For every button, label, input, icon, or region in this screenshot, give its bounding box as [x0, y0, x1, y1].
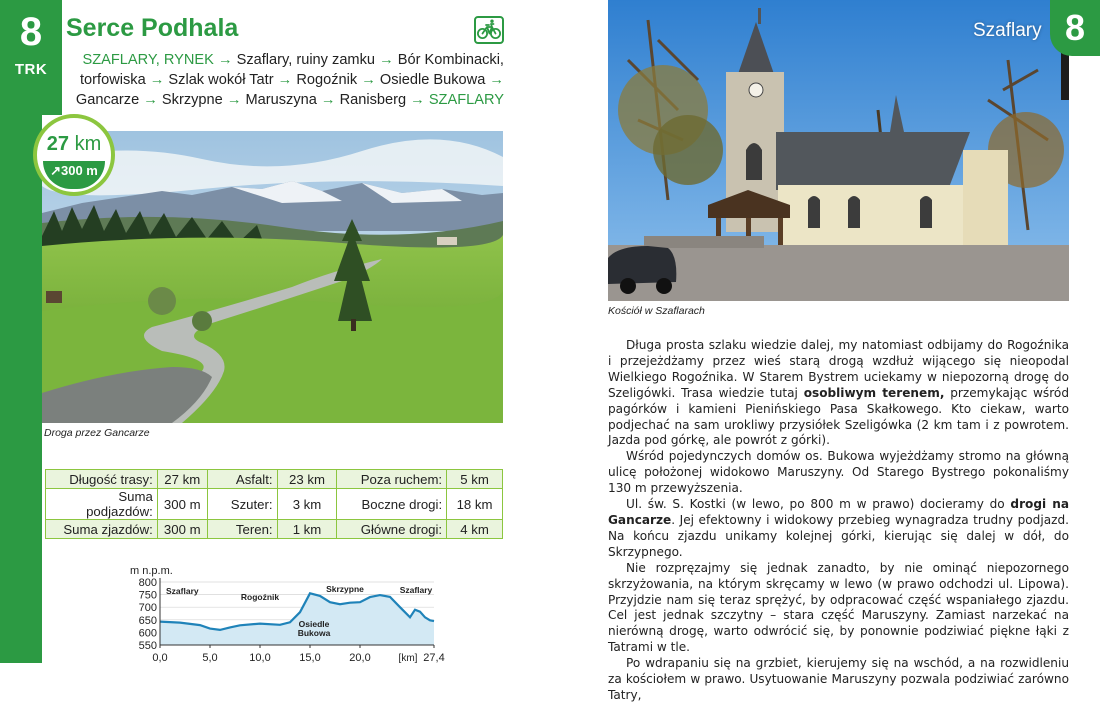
route-stop: Bór Kombinacki, torfowiska — [80, 52, 504, 88]
y-tick-label: 650 — [138, 614, 157, 627]
arrow-right-icon: → — [149, 72, 165, 88]
profile-place-label: Szaflary — [399, 585, 433, 595]
profile-place-label: Szaflary — [166, 586, 199, 596]
route-stop: Szaflary, ruiny zamku — [236, 52, 376, 68]
route-stats-table — [45, 469, 503, 539]
arrow-right-icon: → — [410, 92, 425, 108]
stat-value: 4 km — [447, 520, 503, 539]
photo-szaflary-church — [608, 0, 1069, 301]
elevation-profile-chart — [128, 564, 450, 663]
arrow-right-icon: → — [361, 72, 376, 88]
profile-place-label: Skrzypne — [326, 584, 364, 594]
stat-value: 23 km — [277, 470, 337, 489]
photo-caption: Droga przez Gancarze — [44, 427, 150, 439]
stat-value: 1 km — [277, 520, 337, 539]
stat-label: Poza ruchem: — [337, 470, 447, 489]
x-tick-label: 5,0 — [202, 652, 218, 664]
paragraph: Wśród pojedynczych domów os. Bukowa wyjeżdżamy stromo na główną ulicę położonej widokowo Maruszyny. Od Starego Bystrego pokonaliśmy 130 m przewyższenia. — [608, 449, 1069, 496]
stat-label: Asfalt: — [207, 470, 277, 489]
route-number: 8 — [19, 10, 43, 54]
stat-label: Szuter: — [207, 489, 277, 520]
x-tick-label: 20,0 — [349, 652, 371, 664]
route-stop: Rogoźnik — [296, 72, 358, 88]
stat-value: 27 km — [157, 470, 207, 489]
distance-badge — [33, 114, 115, 196]
stat-label: Suma zjazdów: — [46, 520, 158, 539]
bold-phrase: osobliwym terenem, — [803, 385, 945, 400]
page-side-margin — [1069, 56, 1100, 663]
arrow-right-icon: → — [379, 52, 394, 68]
photo-caption-right: Kościół w Szaflarach — [608, 305, 705, 317]
route-stop: Osiedle Bukowa — [379, 72, 486, 88]
stat-value: 3 km — [277, 489, 337, 520]
y-tick-label: 550 — [138, 640, 157, 652]
y-tick-label: 750 — [138, 589, 157, 602]
bold-phrase: drogi na Gancarze — [608, 497, 1069, 527]
distance-value: 27 km — [46, 133, 102, 155]
route-number-tab-right: 8 — [1050, 0, 1100, 56]
paragraph: Nie rozpręzajmy się jednak zanadto, by nie ominąć niepozornego skrzyżowania, na którym skręcamy w lewo (w prawo odchodzi ul. Lipowa). Przyjdzie nam się teraz sprężyć, by odpracować część wspaniałego zjazdu. Cel jest jednak szczytny – stara część Maruszyny. Zamiast narzekać na nierówną drogę, warto odwrócić się, by ponownie podziwiać piękne łąki z Tatrami w tle. — [608, 560, 1069, 655]
profile-place-label: Rogoźnik — [240, 592, 280, 602]
arrow-right-icon: → — [226, 92, 242, 108]
stat-label: Boczne drogi: — [337, 489, 447, 520]
x-axis-unit: [km] — [398, 653, 418, 664]
profile-place-label: Osiedle — [298, 619, 330, 629]
paragraph: Ul. św. S. Kostki (w lewo, po 800 m w prawo) docieramy do drogi na Gancarze. Jej efektowny i widokowy przebieg wynagradza trudny podjazd. Na końcu zjazdu unikamy kolejnej górki, kierując się dalej w dół, do Skrzypnego. — [608, 497, 1069, 559]
page-edge-strip — [1061, 50, 1069, 100]
stat-label: Suma podjazdów: — [46, 489, 158, 520]
stat-value: 300 m — [157, 489, 207, 520]
x-tick-label: 10,0 — [249, 652, 271, 664]
route-stop: Gancarze — [75, 92, 140, 108]
route-title: Serce Podhala — [66, 14, 239, 42]
bike-icon — [474, 16, 504, 44]
photo-gancarze-road — [42, 131, 503, 423]
paragraph: Długa prosta szlaku wiedzie dalej, my natomiast odbijamy do Rogoźnika i przejeżdżamy przez wieś starą drogą wzdłuż wijącego się nieopodal Wielkiego Rogoźnika. W Starem Bystrem uciekamy w niepozorną drogę do Szeligówki. Trasa wiedzie tutaj osobliwym terenem, przemykając wśród pagórków i kamieni Pienińskiego Pasa Skałkowego. Kto ciekaw, warto podjechać na sam urokliwy przysiółek Szeligówka (2 km tam i z powrotem. Jazda pod górkę, ale powrót z górki). — [608, 338, 1069, 448]
x-tick-label: 15,0 — [299, 652, 321, 664]
stats-row — [46, 489, 503, 520]
route-stops — [66, 50, 504, 110]
stat-label: Teren: — [207, 520, 277, 539]
route-stop: Maruszyna — [245, 92, 317, 108]
climb-value: ↗300 m — [43, 161, 105, 189]
y-axis-label: m n.p.m. — [130, 565, 173, 577]
arrow-right-icon: → — [320, 92, 336, 108]
stat-value: 300 m — [157, 520, 207, 539]
stat-label: Długość trasy: — [46, 470, 158, 489]
route-stop: Ranisberg — [339, 92, 407, 108]
route-stop: SZAFLARY — [428, 92, 504, 108]
route-stop: Szlak wokół Tatr — [168, 72, 274, 88]
place-header: Szaflary — [973, 20, 1042, 41]
profile-place-label: Bukowa — [297, 628, 331, 638]
stats-row — [46, 470, 503, 489]
y-tick-label: 800 — [138, 577, 157, 589]
route-number-tab — [0, 0, 62, 115]
stat-value: 18 km — [447, 489, 503, 520]
y-tick-label: 600 — [138, 627, 157, 640]
route-stop: SZAFLARY, RYNEK — [82, 52, 214, 68]
arrow-right-icon: → — [143, 92, 158, 108]
stats-row — [46, 520, 503, 539]
route-stop: Skrzypne — [161, 92, 223, 108]
stat-value: 5 km — [447, 470, 503, 489]
arrow-right-icon: → — [489, 72, 504, 88]
arrow-right-icon: → — [277, 72, 293, 88]
route-type: TRK — [14, 61, 48, 78]
x-tick-label: 27,4 — [423, 652, 445, 664]
body-text — [608, 338, 1069, 704]
stat-label: Główne drogi: — [337, 520, 447, 539]
paragraph: Po wdrapaniu się na grzbiet, kierujemy się na wschód, a na rozwidleniu za kościołem w prawo. Usytuowanie Maruszyny pozwala podziwiać zarówno Tatry, — [608, 656, 1069, 702]
y-tick-label: 700 — [138, 602, 157, 615]
x-tick-label: 0,0 — [152, 652, 168, 664]
arrow-right-icon: → — [217, 52, 233, 68]
